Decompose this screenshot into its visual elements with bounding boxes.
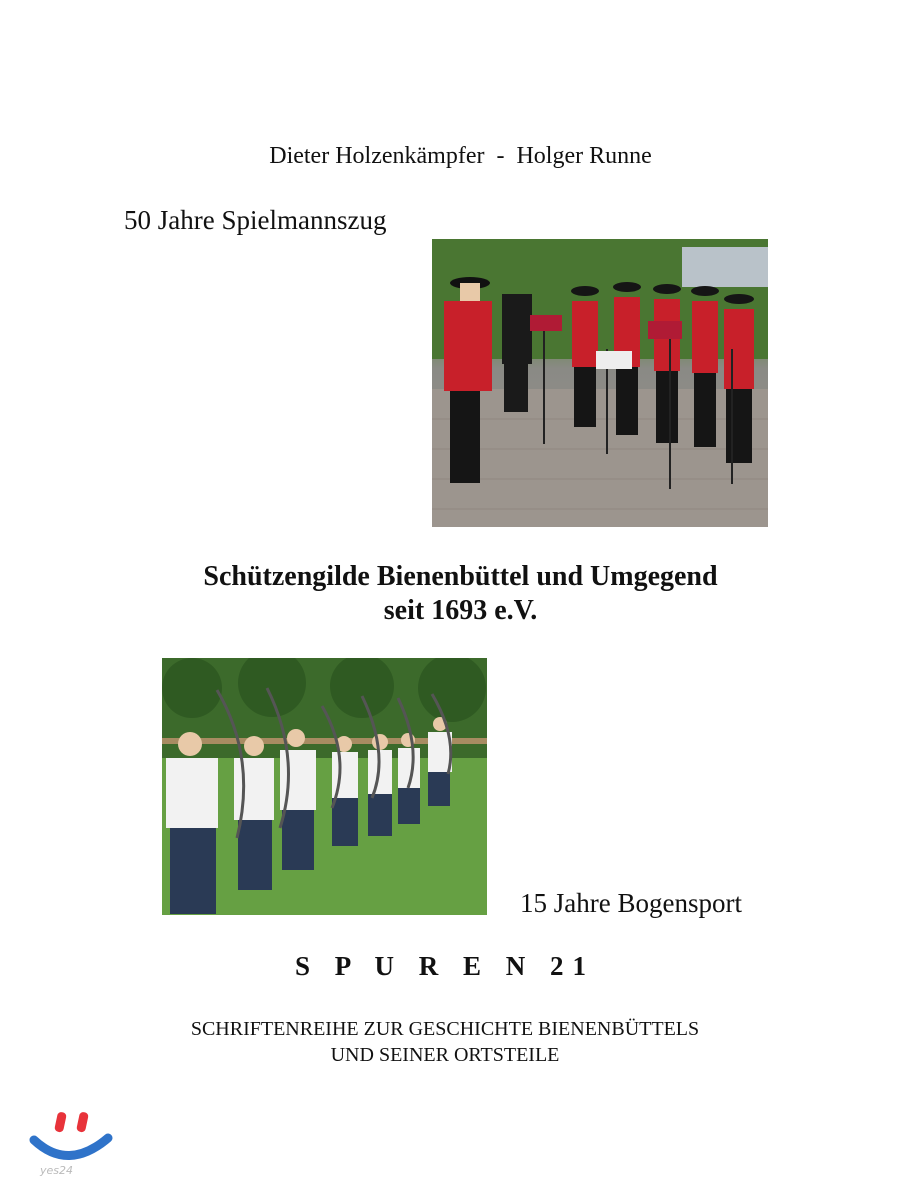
series-title: S P U R E N 21 bbox=[294, 951, 596, 981]
photo-marching-band bbox=[432, 239, 768, 527]
smiley-logo-graphic bbox=[28, 1110, 118, 1170]
subtitle-bogensport: 15 Jahre Bogensport bbox=[520, 888, 742, 918]
series-description-line1: SCHRIFTENREIHE ZUR GESCHICHTE BIENENBÜTTELS bbox=[190, 1018, 700, 1040]
authors: Dieter Holzenkämpfer - Holger Runne bbox=[269, 143, 652, 169]
subtitle-spielmannszug: 50 Jahre Spielmannszug bbox=[124, 205, 387, 235]
club-name bbox=[0, 560, 921, 628]
club-name-line2: seit 1693 e.V. bbox=[383, 595, 538, 626]
smiley-logo-icon bbox=[28, 1110, 118, 1170]
series-description-line2: UND SEINER ORTSTEILE bbox=[330, 1044, 560, 1066]
archery-illustration bbox=[162, 658, 487, 915]
club-name-line1: Schützengilde Bienenbüttel und Umgegend bbox=[203, 561, 718, 592]
photo-archery bbox=[162, 658, 487, 915]
series-description bbox=[0, 1016, 890, 1068]
marching-band-illustration bbox=[432, 239, 768, 527]
logo-text: yes24 bbox=[40, 1164, 74, 1177]
